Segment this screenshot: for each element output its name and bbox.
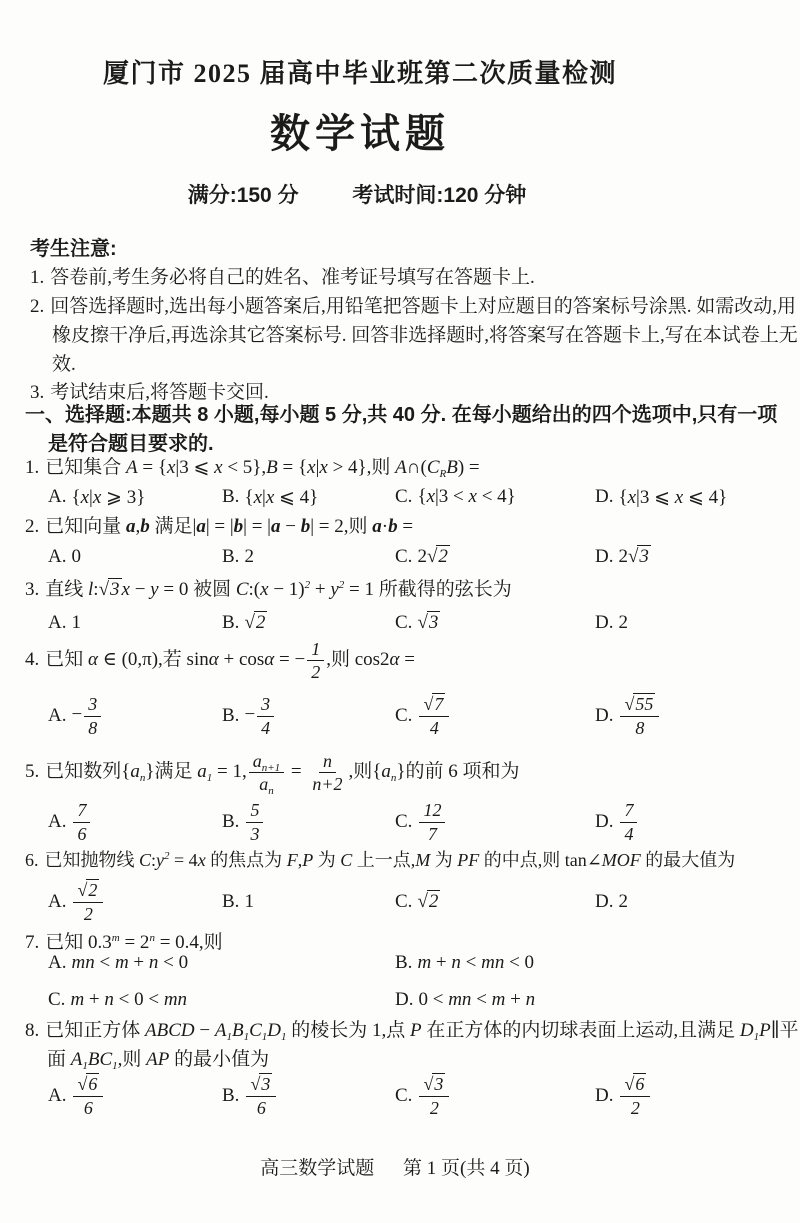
question-5-text: 已知数列$\{a_n\}$满足 $a_1 = 1$, $\frac{a_{n+1}}{a_n}$ = $\frac{n}{n+2}$ ,则$\{a_n\}$的前 6 项和为 bbox=[45, 750, 520, 798]
exam-session-title: 厦门市 2025 届高中毕业班第二次质量检测 bbox=[102, 59, 617, 88]
question-2-option-b: B. 2 bbox=[222, 546, 254, 567]
question-4-option-d: D. $\frac{√ 55}{8}$ bbox=[595, 693, 661, 739]
question-6-text: 已知抛物线 $C:y^2 = 4x$ 的焦点为 F,P 为 C 上一点,M 为 PF 的中点,则 tan∠MOF 的最大值为 bbox=[44, 850, 736, 870]
notice-item-1 bbox=[30, 263, 800, 292]
question-4-options bbox=[0, 693, 800, 739]
question-1-number: 1. bbox=[25, 457, 40, 478]
question-6-number: 6. bbox=[25, 850, 39, 870]
question-3-option-d: D. 2 bbox=[595, 612, 628, 633]
question-2-number: 2. bbox=[25, 516, 40, 537]
question-7-options-row-2 bbox=[0, 986, 800, 1014]
question-6-option-d: D. 2 bbox=[595, 891, 628, 912]
question-3-option-b: B. √ 2 bbox=[222, 612, 266, 633]
question-8-options bbox=[0, 1073, 800, 1119]
question-6-option-a: A. $\frac{√ 2}{2}$ bbox=[48, 879, 105, 925]
question-4-stem bbox=[25, 637, 785, 683]
question-7-option-d: D. 0 < mn < m + n bbox=[395, 989, 536, 1010]
notice-item-3-number: 3. bbox=[30, 382, 45, 403]
question-8-stem bbox=[25, 1016, 800, 1074]
duration-label: 考试时间:120 分钟 bbox=[352, 184, 527, 207]
question-4-option-b: B. − $\frac{3}{4}$ bbox=[222, 693, 276, 739]
question-5-option-d: D. $\frac{7}{4}$ bbox=[595, 799, 639, 845]
exam-meta bbox=[0, 179, 714, 209]
section-1-heading: 一、选择题:本题共 8 小题,每小题 5 分,共 40 分. 在每小题给出的四个选项中,只有一项是符合题目要求的. bbox=[25, 404, 778, 455]
question-2-option-c: C. 2√ 2 bbox=[395, 546, 448, 567]
question-4-option-c: C. $\frac{√ 7}{4}$ bbox=[395, 693, 451, 739]
question-2-option-d: D. 2√ 3 bbox=[595, 546, 649, 567]
question-6-stem bbox=[25, 848, 785, 872]
full-score-label: 满分:150 分 bbox=[187, 184, 299, 207]
notice-item-2-number: 2. bbox=[30, 296, 45, 317]
question-4-text: 已知 α ∈ (0,π),若 sinα + cosα = − $\frac{1}{2}$ ,则 cos2α = bbox=[45, 638, 415, 683]
subject-title: 数学试题 bbox=[270, 112, 450, 156]
notice-item-2 bbox=[30, 292, 800, 379]
notice-item-1-text: 答卷前,考生务必将自己的姓名、准考证号填写在答题卡上. bbox=[50, 267, 535, 288]
question-7-options-row-1 bbox=[0, 949, 800, 977]
notice-item-2-text: 回答选择题时,选出每小题答案后,用铅笔把答题卡上对应题目的答案标号涂黑. 如需改动,用橡皮擦干净后,再选涂其它答案标号. 回答非选择题时,将答案写在答题卡上,写在本试卷上无效. bbox=[50, 296, 798, 375]
question-7-option-a: A. mn < m + n < 0 bbox=[48, 952, 189, 973]
question-3-stem bbox=[25, 578, 785, 602]
question-6-option-c: C. √ 2 bbox=[395, 891, 439, 912]
question-7-option-b: B. m + n < mn < 0 bbox=[395, 952, 535, 973]
question-3-text: 直线 l:√ 3 x − y = 0 被圆 C:(x − $1)^2 + y^2 = 1$ 所截得的弦长为 bbox=[45, 579, 512, 600]
question-7-text: 已知 $0.3^m = 2^n = 0.4$,则 bbox=[45, 932, 223, 953]
question-8-number: 8. bbox=[25, 1020, 40, 1041]
question-5-option-a: A. $\frac{7}{6}$ bbox=[48, 799, 92, 845]
question-8-text: 已知正方体 ABCD − $A_1B_1C_1D_1$ 的棱长为 1,点 P 在正方体的内切球表面上运动,且满足 $D_1P\parallel$平面 $A_1BC_1$,则 AP 的最小值为 bbox=[45, 1020, 799, 1072]
question-2-options bbox=[0, 534, 800, 580]
notice-heading: 考生注意: bbox=[30, 238, 117, 260]
question-1-text: 已知集合 A = {x|3 ⩽ x < 5},B = {x|x > 4},则 $A\cap(C_RB)$ = bbox=[45, 457, 480, 480]
question-4-option-a: A. − $\frac{3}{8}$ bbox=[48, 693, 103, 739]
notice-item-3-text: 考试结束后,将答题卡交回. bbox=[50, 382, 269, 403]
question-8-option-d: D. $\frac{√ 6}{2}$ bbox=[595, 1073, 652, 1119]
question-3-option-c: C. √ 3 bbox=[395, 612, 439, 633]
footer-page-label: 第 1 页(共 4 页) bbox=[403, 1158, 530, 1179]
question-7-option-c: C. m + n < 0 < mn bbox=[48, 989, 188, 1010]
question-8-option-c: C. $\frac{√ 3}{2}$ bbox=[395, 1073, 451, 1119]
question-1-option-d: D. {x|3 ⩽ x ⩽ 4} bbox=[595, 486, 728, 508]
question-1-option-c: C. {x|3 < x < 4} bbox=[395, 486, 516, 507]
question-7-number: 7. bbox=[25, 932, 40, 953]
footer-doc-label: 高三数学试题 bbox=[260, 1158, 375, 1179]
question-8-option-b: B. $\frac{√ 3}{6}$ bbox=[222, 1073, 278, 1119]
notice-item-1-number: 1. bbox=[30, 267, 45, 288]
question-5-stem bbox=[25, 749, 785, 798]
question-1-options bbox=[0, 474, 800, 520]
question-5-option-b: B. $\frac{5}{3}$ bbox=[222, 799, 265, 845]
question-1-option-b: B. {x|x ⩽ 4} bbox=[222, 486, 319, 508]
question-2-option-a: A. 0 bbox=[48, 546, 81, 567]
question-8-option-a: A. $\frac{√ 6}{6}$ bbox=[48, 1073, 105, 1119]
question-5-option-c: C. $\frac{12}{7}$ bbox=[395, 799, 447, 845]
question-2-text: 已知向量 a,b 满足|a| = |b| = |a − b| = 2,则 a·b = bbox=[45, 516, 414, 537]
question-6-options bbox=[0, 879, 800, 925]
question-6-option-b: B. 1 bbox=[222, 891, 254, 912]
question-5-number: 5. bbox=[25, 761, 40, 782]
question-3-option-a: A. 1 bbox=[48, 612, 81, 633]
question-3-number: 3. bbox=[25, 579, 40, 600]
page-footer bbox=[0, 1153, 790, 1180]
question-5-options bbox=[0, 799, 800, 845]
question-1-option-a: A. {x|x ⩾ 3} bbox=[48, 486, 146, 508]
question-4-number: 4. bbox=[25, 649, 40, 670]
